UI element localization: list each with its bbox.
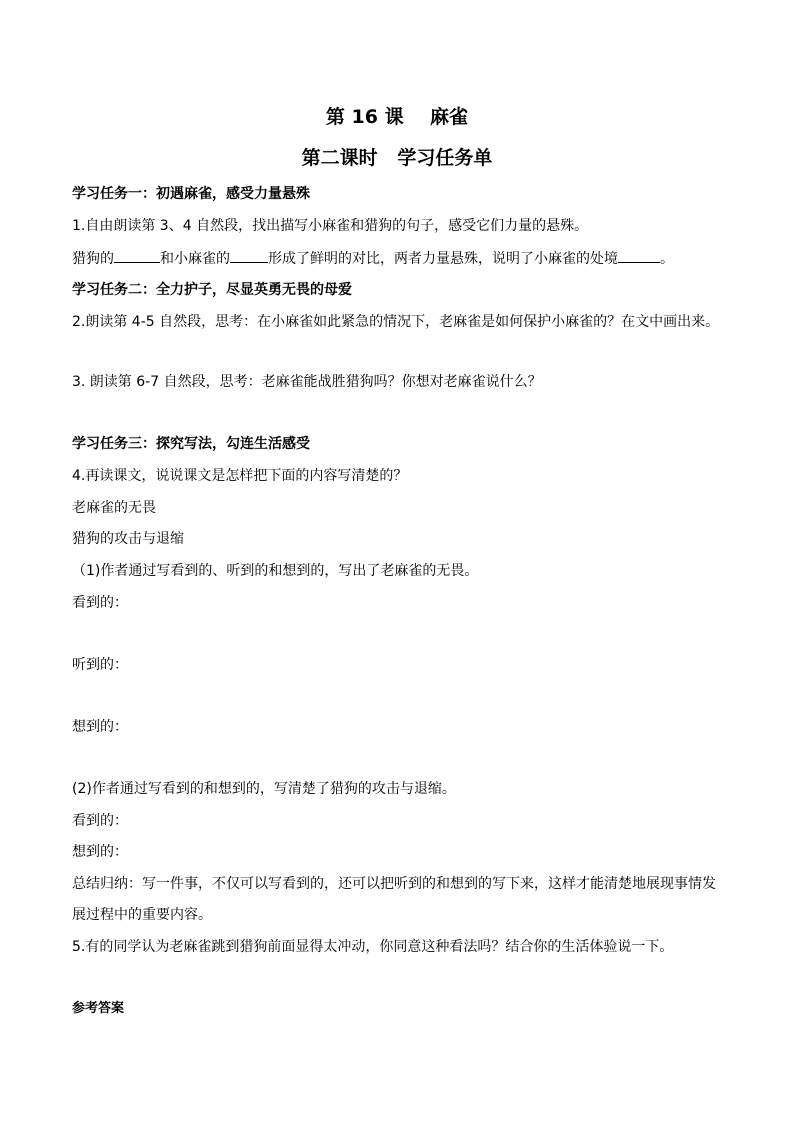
blank-1[interactable] bbox=[114, 249, 160, 263]
question-2: 2.朗读第 4-5 自然段，思考：在小麻雀如此紧急的情况下，老麻雀是如何保护小麻雀的？在文中画出来。 bbox=[72, 314, 720, 330]
fill-in-sentence bbox=[72, 249, 674, 268]
lesson-title: 第 16 课 麻雀 bbox=[325, 106, 469, 128]
summary-line-1: 总结归纳：写一件事，不仅可以写看到的，还可以把听到的和想到的写下来，这样才能清楚地展现事情发 bbox=[72, 876, 716, 892]
task2-heading: 学习任务二：全力护子，尽显英勇无畏的母爱 bbox=[72, 282, 352, 298]
question-5: 5.有的同学认为老麻雀跳到猎狗前面显得太冲动，你同意这种看法吗？结合你的生活体验说一下。 bbox=[72, 939, 674, 955]
item-old-sparrow: 老麻雀的无畏 bbox=[72, 500, 156, 516]
blank-3[interactable] bbox=[618, 249, 660, 263]
item-hound: 猎狗的攻击与退缩 bbox=[72, 531, 184, 547]
fill-part-2: 和小麻雀的 bbox=[160, 251, 230, 267]
fill-part-4: 。 bbox=[660, 251, 674, 267]
seen-label-1: 看到的： bbox=[72, 595, 128, 611]
seen-label-2: 看到的： bbox=[72, 813, 128, 829]
question-3: 3. 朗读第 6-7 自然段，思考：老麻雀能战胜猎狗吗？你想对老麻雀说什么？ bbox=[72, 374, 542, 390]
sub-question-1: （1)作者通过写看到的、听到的和想到的，写出了老麻雀的无畏。 bbox=[72, 563, 479, 579]
answer-heading: 参考答案 bbox=[72, 1001, 125, 1016]
task3-heading: 学习任务三：探究写法，勾连生活感受 bbox=[72, 436, 310, 452]
task1-heading: 学习任务一：初遇麻雀，感受力量悬殊 bbox=[72, 186, 310, 202]
worksheet-title: 第二课时 学习任务单 bbox=[301, 147, 493, 169]
heard-label-1: 听到的： bbox=[72, 657, 128, 673]
summary-line-2: 展过程中的重要内容。 bbox=[72, 907, 212, 923]
question-4: 4.再读课文，说说课文是怎样把下面的内容写清楚的？ bbox=[72, 468, 408, 484]
fill-part-3: 形成了鲜明的对比，两者力量悬殊，说明了小麻雀的处境 bbox=[268, 251, 618, 267]
thought-label-1: 想到的： bbox=[72, 719, 128, 735]
sub-question-2: (2)作者通过写看到的和想到的，写清楚了猎狗的攻击与退缩。 bbox=[72, 781, 456, 797]
blank-2[interactable] bbox=[230, 249, 268, 263]
question-1: 1.自由朗读第 3、4 自然段，找出描写小麻雀和猎狗的句子，感受它们力量的悬殊。 bbox=[72, 218, 589, 234]
thought-label-2: 想到的： bbox=[72, 844, 128, 860]
fill-part-1: 猎狗的 bbox=[72, 251, 114, 267]
